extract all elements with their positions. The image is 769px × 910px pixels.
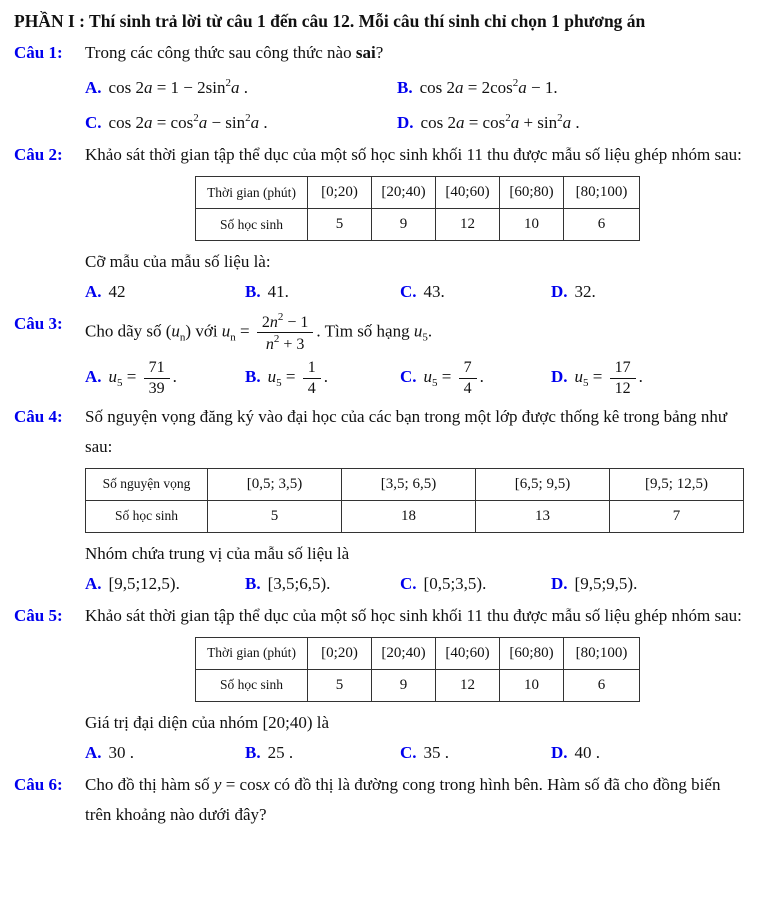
q5-frequency-table xyxy=(195,637,640,702)
q4-option-d-key: D. xyxy=(551,573,568,593)
q4-frequency-table xyxy=(85,468,744,533)
q5-option-a-key: A. xyxy=(85,742,102,762)
q2-frequency-table xyxy=(195,176,640,241)
q4-option-c xyxy=(400,569,551,599)
question-2-label: Câu 2: xyxy=(14,145,63,164)
q4-option-d xyxy=(551,569,747,599)
question-5 xyxy=(14,601,747,768)
q2-option-b-value: 41. xyxy=(267,282,289,301)
q3-option-a xyxy=(85,356,245,399)
q3-option-c xyxy=(400,356,551,399)
q5-table-interval: [0;20) xyxy=(308,637,372,669)
q4-table-count: 18 xyxy=(342,500,476,532)
table-row xyxy=(196,669,640,701)
question-1-stem xyxy=(85,38,747,68)
table-row xyxy=(196,209,640,241)
q4-table-interval: [6,5; 9,5) xyxy=(476,468,610,500)
question-6 xyxy=(14,770,747,830)
q2-table-count: 12 xyxy=(436,209,500,241)
q4-table-interval: [0,5; 3,5) xyxy=(208,468,342,500)
q1-option-a xyxy=(85,68,397,103)
q5-option-d-value: 40 . xyxy=(574,742,601,762)
question-4-options xyxy=(85,569,747,599)
q4-table-count: 5 xyxy=(208,500,342,532)
q5-option-b xyxy=(245,738,400,768)
q2-option-b xyxy=(245,277,400,307)
q3-option-d-formula: $u_5$ = $\frac{17}{12}$ . xyxy=(574,359,643,397)
question-1-text: Trong các công thức sau công thức nào xyxy=(85,43,356,62)
q5-table-interval: [80;100) xyxy=(564,637,640,669)
q2-table-count: 6 xyxy=(564,209,640,241)
q2-table-interval: [40;60) xyxy=(436,177,500,209)
q1-option-d-formula: $\cos 2a = \cos^2a + \sin^2a$ . xyxy=(420,112,580,132)
table-row xyxy=(86,468,744,500)
question-3-stem: Cho dãy số $(u_n)$ với $u_n$ = $\frac{2n^2 - 1}{n^2 + 3}$ . Tìm số hạng $u_5$. xyxy=(85,311,433,354)
q5-table-row-label: Số học sinh xyxy=(196,669,308,701)
q5-table-count: 10 xyxy=(500,669,564,701)
q3-option-c-key: C. xyxy=(400,366,417,386)
question-2-subtext: Cỡ mẫu của mẫu số liệu là: xyxy=(85,252,271,271)
question-5-subtext: Giá trị đại diện của nhóm [20;40) là xyxy=(85,712,330,732)
q1-option-c-key: C. xyxy=(85,113,102,132)
q4-table-count: 13 xyxy=(476,500,610,532)
q5-option-d-key: D. xyxy=(551,742,568,762)
q5-table-interval: [40;60) xyxy=(436,637,500,669)
question-1-label: Câu 1: xyxy=(14,43,63,62)
q2-table-interval: [0;20) xyxy=(308,177,372,209)
q2-option-d-key: D. xyxy=(551,282,568,301)
q4-option-a-value: [9,5;12,5). xyxy=(108,573,180,593)
question-5-stem: Khảo sát thời gian tập thể dục của một số học sinh khối 11 thu được mẫu số liệu ghép nhóm sau: xyxy=(85,605,742,625)
question-4 xyxy=(14,402,747,599)
q3-option-a-formula: $u_5$ = $\frac{71}{39}$ . xyxy=(108,359,177,397)
q1-option-b-formula: $\cos 2a = 2\cos^2a - 1$. xyxy=(419,77,558,97)
q1-option-a-formula: $\cos 2a = 1 - 2\sin^2a$ . xyxy=(108,77,248,97)
q5-table-interval: [20;40) xyxy=(372,637,436,669)
question-5-label: Câu 5: xyxy=(14,605,63,625)
q2-option-a-key: A. xyxy=(85,282,102,301)
q3-option-b-formula: $u_5$ = $\frac{1}{4}$ . xyxy=(267,359,328,397)
q5-option-b-value: 25 . xyxy=(267,742,294,762)
q2-table-interval: [20;40) xyxy=(372,177,436,209)
q4-option-b-key: B. xyxy=(245,573,261,593)
q3-option-b xyxy=(245,356,400,399)
question-1-bold-word: sai xyxy=(355,43,376,62)
question-4-label: Câu 4: xyxy=(14,406,63,426)
question-4-subtext: Nhóm chứa trung vị của mẫu số liệu là xyxy=(85,543,350,563)
q4-option-c-key: C. xyxy=(400,573,417,593)
question-6-stem: Cho đồ thị hàm số y = cosx có đồ thị là đường cong trong hình bên. Hàm số đã cho đồng biến trên khoảng nào dưới đây? xyxy=(85,774,721,824)
q2-option-b-key: B. xyxy=(245,282,261,301)
question-1 xyxy=(14,38,747,138)
q3-option-d-key: D. xyxy=(551,366,568,386)
q1-option-b xyxy=(397,68,747,103)
q2-option-c-key: C. xyxy=(400,282,417,301)
q3-option-d xyxy=(551,356,747,399)
q1-option-c-formula: $\cos 2a = \cos^2a - \sin^2a$ . xyxy=(108,112,268,132)
table-row xyxy=(196,637,640,669)
q5-table-col-label: Thời gian (phút) xyxy=(196,637,308,669)
q2-table-count: 10 xyxy=(500,209,564,241)
q4-option-c-value: [0,5;3,5). xyxy=(423,573,487,593)
q2-table-count: 9 xyxy=(372,209,436,241)
question-2-options xyxy=(85,277,747,307)
question-4-stem: Số nguyện vọng đăng ký vào đại học của các bạn trong một lớp được thống kê trong bảng như sau: xyxy=(85,406,728,456)
q1-option-d xyxy=(397,103,747,138)
question-2 xyxy=(14,140,747,307)
q1-option-d-key: D. xyxy=(397,113,414,132)
question-3 xyxy=(14,309,747,400)
q3-option-c-formula: $u_5$ = $\frac{7}{4}$ . xyxy=(423,359,484,397)
q5-option-c-value: 35 . xyxy=(423,742,450,762)
question-5-options xyxy=(85,738,747,768)
q4-option-d-value: [9,5;9,5). xyxy=(574,573,638,593)
part-header: PHẦN I : Thí sinh trả lời từ câu 1 đến câu 12. Mỗi câu thí sinh chỉ chọn 1 phương án xyxy=(14,11,646,31)
q5-table-count: 5 xyxy=(308,669,372,701)
q5-option-a xyxy=(85,738,245,768)
q4-table-col-label: Số nguyện vọng xyxy=(86,468,208,500)
q5-table-count: 6 xyxy=(564,669,640,701)
q2-option-a-value: 42 xyxy=(108,282,126,301)
q5-table-count: 12 xyxy=(436,669,500,701)
q2-table-interval: [60;80) xyxy=(500,177,564,209)
q1-option-a-key: A. xyxy=(85,78,102,97)
q3-option-a-key: A. xyxy=(85,366,102,386)
q5-option-b-key: B. xyxy=(245,742,261,762)
q5-option-c-key: C. xyxy=(400,742,417,762)
q2-option-d xyxy=(551,277,747,307)
q4-table-count: 7 xyxy=(610,500,744,532)
q4-option-a-key: A. xyxy=(85,573,102,593)
q2-option-a xyxy=(85,277,245,307)
question-1-text-end: ? xyxy=(375,43,384,62)
q2-table-interval: [80;100) xyxy=(564,177,640,209)
question-6-label: Câu 6: xyxy=(14,774,63,794)
q1-option-b-key: B. xyxy=(397,78,413,97)
q4-table-interval: [9,5; 12,5) xyxy=(610,468,744,500)
q5-option-a-value: 30 . xyxy=(108,742,135,762)
q2-table-count: 5 xyxy=(308,209,372,241)
q4-table-interval: [3,5; 6,5) xyxy=(342,468,476,500)
question-2-stem: Khảo sát thời gian tập thể dục của một số học sinh khối 11 thu được mẫu số liệu ghép nhóm sau: xyxy=(85,145,742,164)
q3-option-b-key: B. xyxy=(245,366,261,386)
q5-option-c xyxy=(400,738,551,768)
table-row xyxy=(86,500,744,532)
q2-option-d-value: 32. xyxy=(574,282,596,301)
question-3-options xyxy=(85,356,747,399)
q5-option-d xyxy=(551,738,747,768)
q4-option-a xyxy=(85,569,245,599)
question-1-options xyxy=(85,68,747,138)
q2-option-c-value: 43. xyxy=(423,282,445,301)
q1-option-c xyxy=(85,103,397,138)
q2-option-c xyxy=(400,277,551,307)
q5-table-interval: [60;80) xyxy=(500,637,564,669)
table-row xyxy=(196,177,640,209)
q2-table-row-label: Số học sinh xyxy=(196,209,308,241)
q4-option-b-value: [3,5;6,5). xyxy=(267,573,331,593)
q2-table-col-label: Thời gian (phút) xyxy=(196,177,308,209)
question-3-label: Câu 3: xyxy=(14,314,63,333)
q4-table-row-label: Số học sinh xyxy=(86,500,208,532)
q4-option-b xyxy=(245,569,400,599)
q5-table-count: 9 xyxy=(372,669,436,701)
